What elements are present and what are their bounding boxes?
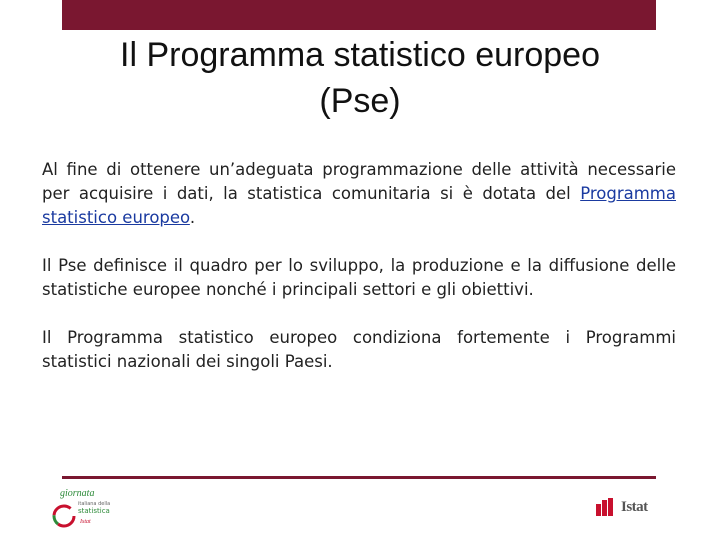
- paragraph-1-end: .: [189, 208, 196, 227]
- logo-line1: giornata: [60, 488, 95, 499]
- slide-title-line1: Il Programma statistico europeo: [120, 36, 600, 74]
- istat-logo-icon: [596, 498, 618, 516]
- logo-line2: italiana della: [78, 501, 111, 507]
- programma-statistico-link[interactable]: Programma statistico europeo: [42, 184, 676, 227]
- slide-title-line2: (Pse): [319, 82, 401, 120]
- logo-line3: statistica: [78, 507, 110, 515]
- slide-body: [42, 158, 676, 398]
- paragraph-1: [42, 158, 676, 230]
- footer-rule: [62, 476, 656, 479]
- paragraph-1-text: Al fine di ottenere un’adeguata programmazione delle attività necessarie per acquisire i dati, la statistica comunitaria si è dotata del: [42, 160, 676, 203]
- giornata-statistica-icon: [50, 486, 122, 534]
- header-bar: [62, 0, 656, 30]
- paragraph-3: Il Programma statistico europeo condiziona fortemente i Programmi statistici nazionali dei singoli Paesi.: [42, 328, 676, 371]
- giornata-statistica-logo: [50, 486, 122, 534]
- istat-logo-word: Istat: [621, 498, 648, 515]
- logo-line4: Istat: [80, 519, 91, 525]
- paragraph-2: Il Pse definisce il quadro per lo sviluppo, la produzione e la diffusione delle statistiche europee nonché i principali settori e gli obiettivi.: [42, 256, 676, 299]
- slide-title: [60, 32, 660, 124]
- istat-logo: [596, 494, 660, 520]
